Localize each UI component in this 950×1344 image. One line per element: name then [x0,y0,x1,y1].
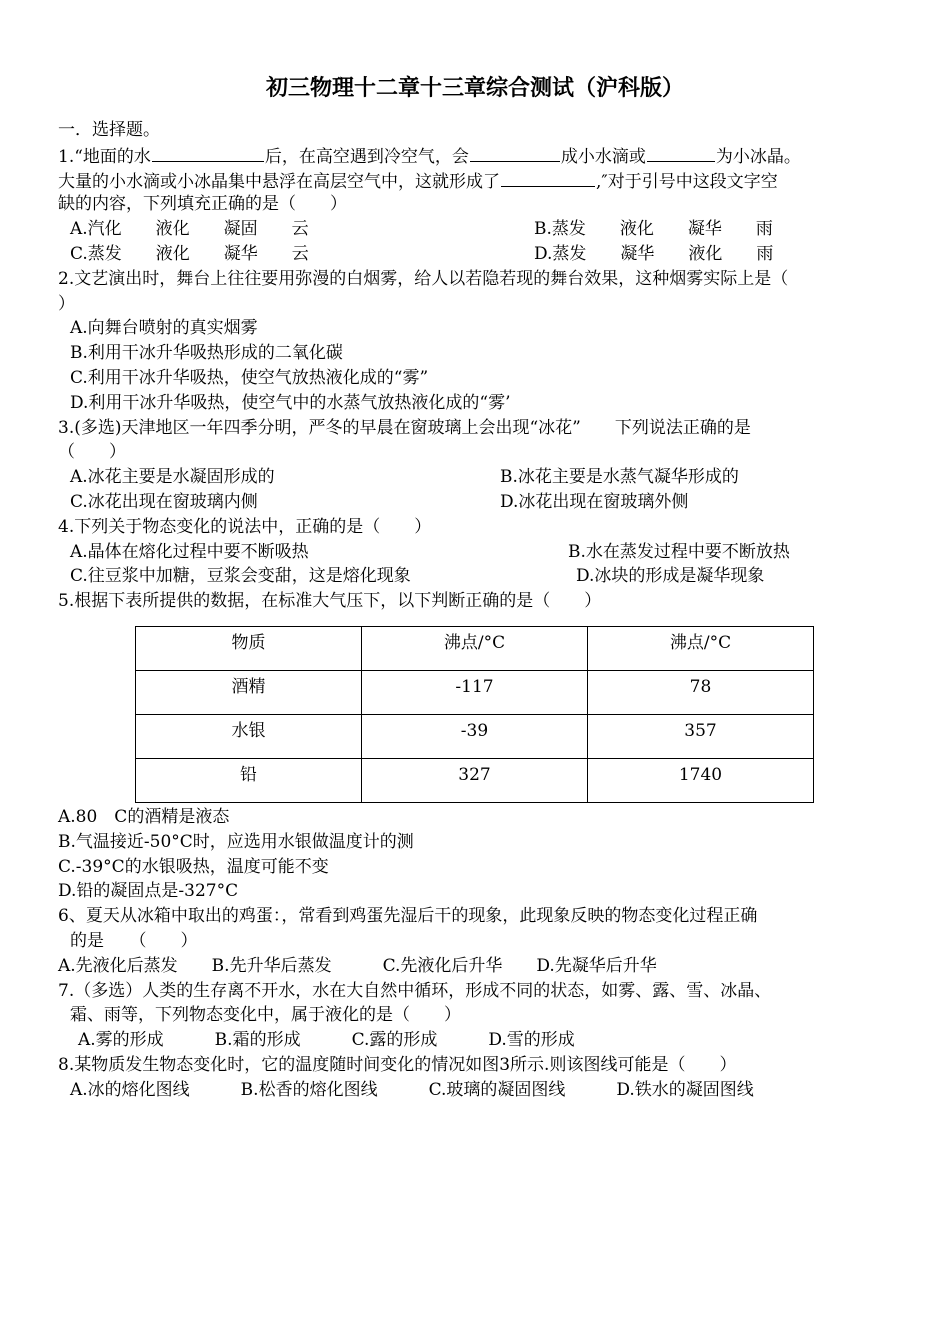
option-d[interactable]: D.冰花出现在窗玻璃外侧 [500,491,689,512]
option-a[interactable]: A.冰花主要是水凝固形成的 [70,467,275,488]
question-7-line-1: 7.（多选）人类的生存离不开水，水在大自然中循环，形成不同的状态，如雾、露、雪、冰晶、 [58,980,772,1001]
question-7-line-2: 霜、雨等，下列物态变化中，属于液化的是（ ） [70,1005,461,1026]
table-cell: -117 [362,670,588,714]
table-header-cell: 沸点/°C [362,626,588,670]
question-2-line-2: ） [58,293,75,314]
option-a[interactable]: A.晶体在熔化过程中要不断吸热 [70,541,309,562]
option-b[interactable]: B.利用干冰升华吸热形成的二氧化碳 [70,343,343,364]
table-cell: 357 [588,714,814,758]
question-8-options[interactable]: A.冰的熔化图线 B.松香的熔化图线 C.玻璃的凝固图线 D.铁水的凝固图线 [70,1079,754,1100]
question-6-line-2: 的是 （ ） [70,930,198,951]
table-row [136,714,814,758]
answer-blank[interactable] [501,168,595,187]
table-cell: 铅 [136,758,362,802]
question-3-line-2: （ ） [58,442,126,463]
question-6-options[interactable]: A.先液化后蒸发 B.先升华后蒸发 C.先液化后升华 D.先凝华后升华 [58,955,657,976]
question-1-line-1: 1.“地面的水 后，在高空遇到冷空气，会 成小水滴或 为小冰晶。 [58,143,898,168]
option-b[interactable]: B.气温接近-50°C时，应选用水银做温度计的测 [58,831,414,852]
question-4-options-row-2 [58,564,898,589]
question-1-options-row-1 [58,217,898,242]
table-cell: 78 [588,670,814,714]
question-4-text: 4.下列关于物态变化的说法中，正确的是（ ） [58,516,432,537]
question-5-text: 5.根据下表所提供的数据，在标准大气压下，以下判断正确的是（ ） [58,591,602,612]
table-cell: 1740 [588,758,814,802]
data-table [135,626,814,803]
option-c[interactable]: C.利用干冰升华吸热，使空气放热液化成的“雾” [70,367,429,388]
option-c[interactable]: C.冰花出现在窗玻璃内侧 [70,491,258,512]
question-3-line-1: 3.(多选)天津地区一年四季分明，严冬的早晨在窗玻璃上会出现“冰花” 下列说法正确的是 [58,417,751,438]
question-6-line-1: 6、夏天从冰箱中取出的鸡蛋：，常看到鸡蛋先湿后干的现象，此现象反映的物态变化过程正确 [58,906,758,927]
question-3-options-row-2 [58,490,898,515]
option-c[interactable]: C.-39°C的水银吸热，温度可能不变 [58,856,329,877]
option-a[interactable]: A.80 C的酒精是液态 [58,806,230,827]
question-8-text: 8.某物质发生物态变化时，它的温度随时间变化的情况如图3所示.则该图线可能是（ ） [58,1054,737,1075]
table-row [136,670,814,714]
section-heading: 一．选择题。 [58,120,160,140]
question-2-line-1: 2.文艺演出时，舞台上往往要用弥漫的白烟雾，给人以若隐若现的舞台效果，这种烟雾实际上是（ [58,268,789,289]
table-header-row [136,626,814,670]
document-body [58,118,898,1103]
option-b[interactable]: B.冰花主要是水蒸气凝华形成的 [500,467,739,488]
option-d[interactable]: D.蒸发 凝华 液化 雨 [534,243,774,264]
question-3-options-row-1 [58,465,898,490]
answer-blank[interactable] [470,143,560,162]
option-a[interactable]: A.汽化 液化 凝固 云 [70,219,309,240]
table-cell: 水银 [136,714,362,758]
answer-blank[interactable] [647,143,715,162]
page-title: 初三物理十二章十三章综合测试（沪科版） [265,76,684,101]
option-b[interactable]: B.蒸发 液化 凝华 雨 [534,219,773,240]
option-a[interactable]: A.向舞台喷射的真实烟雾 [70,318,258,339]
question-1-options-row-2 [58,242,898,267]
table-cell: 327 [362,758,588,802]
option-c[interactable]: C.蒸发 液化 凝华 云 [70,243,309,264]
table-cell: -39 [362,714,588,758]
question-1-line-3: 缺的内容，下列填充正确的是（ ） [58,194,347,215]
question-7-options[interactable]: A.雾的形成 B.霜的形成 C.露的形成 D.雪的形成 [78,1030,575,1051]
table-header-cell: 物质 [136,626,362,670]
table-cell: 酒精 [136,670,362,714]
table-row [136,758,814,802]
answer-blank[interactable] [152,143,264,162]
option-d[interactable]: D.冰块的形成是凝华现象 [576,566,765,587]
option-d[interactable]: D.铅的凝固点是-327°C [58,881,239,902]
option-b[interactable]: B.水在蒸发过程中要不断放热 [568,541,790,562]
question-4-options-row-1 [58,540,898,565]
question-1-line-2: 大量的小水滴或小冰晶集中悬浮在高层空气中，这就形成了 ,″对于引号中这段文字空 [58,168,898,193]
option-c[interactable]: C.往豆浆中加糖，豆浆会变甜，这是熔化现象 [70,566,411,587]
option-d[interactable]: D.利用干冰升华吸热，使空气中的水蒸气放热液化成的“雾’ [70,392,511,413]
table-header-cell: 沸点/°C [588,626,814,670]
